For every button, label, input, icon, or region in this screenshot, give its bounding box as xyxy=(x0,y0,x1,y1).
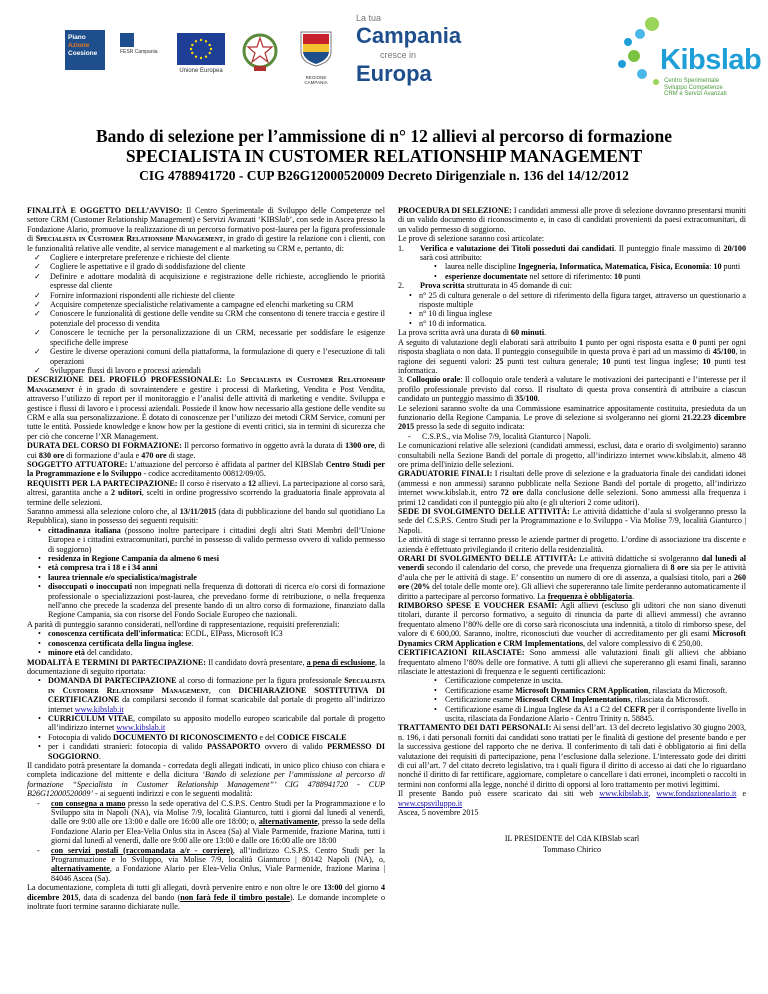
list-item: - con servizi postali (raccomandata a/r - corriere), all’indirizzo C.S.P.S. Centro Studi per la Programmazione e lo Sviluppo, via Molise 7/9, località Gianturco | 80142 Napoli (NA), o, alternativamente, a Fondazione Alario per Elea-Velia Onlus, Viale Parmenide, frazione Marina | 84046 Ascea (Sa). xyxy=(37,845,385,883)
scadenza-paragraph: La documentazione, completa di tutti gli allegati, dovrà pervenire entro e non oltre le ore 13:00 del giorno 4 dicembre 2015, data di scadenza del bando (non farà fede il timbro postale). Le domande incomplete o inoltrate fuori termine saranno dichiarate nulle. xyxy=(27,883,385,912)
comunicazioni-paragraph: Le comunicazioni relative alle selezioni (candidati ammessi, esclusi, data e orario di svolgimento) saranno consultabili nella Sezione Bandi del portale di progetto, all’indirizzo internet www.kibslab.it, almeno 48 ore prima dell'inizio delle selezioni. xyxy=(398,441,746,469)
check-icon: ✓ xyxy=(34,347,41,357)
requisiti-paragraph: REQUISITI PER LA PARTECIPAZIONE: Il corso è riservato a 12 allievi. La partecipazione al corso sarà, altresì, garantita anche a 2 uditori, scelti in ordine progressivo scorrendo la graduatoria finale approvata al termine delle selezioni. xyxy=(27,478,386,507)
cspsviluppo-link[interactable]: www.cspsviluppo.it xyxy=(398,798,463,808)
list-item: 2. Prova scritta strutturata in 45 domande di cui: xyxy=(398,281,573,291)
check-icon: ✓ xyxy=(34,365,41,375)
list-item: • laurea nelle discipline Ingegneria, Informatica, Matematica, Fisica, Economia: 10 punti xyxy=(434,262,741,272)
signature-title: IL PRESIDENTE del CdA KIBSlab scarl xyxy=(504,834,640,844)
list-item: ✓ Conoscere le tecniche per la personalizzazione di un CRM, necessarie per soddisfare le esigenze specifiche delle imprese xyxy=(34,328,385,347)
right-column xyxy=(398,206,746,855)
descrizione-paragraph: DESCRIZIONE DEL PROFILO PROFESSIONALE: Lo Specialista in Customer Relationship Management è in grado di sovraintendere e gestire i processi di Marketing, Vendita e Post Vendita, attraverso l’utilizzo di report per il monitoraggio e l’analisi delle attività di marketing e vendite. Sviluppa e gestisce i flussi di lavoro e i processi aziendali. Possiede il know how necessario alla gestione delle vendite su CRM e alla sua personalizzazione. È dotato di conoscenze per l’utilizzo dei metodi CRM Service, comuni per tutte le entità. Possiede knowledge e know how per la gestione di eventi critici, sia in termini di sicurezza che per ciò che concerne l’XR Management. xyxy=(27,375,385,441)
campania-europa-logo: La tua Campania cresce in Europa xyxy=(354,5,494,113)
list-item: • DOMANDA DI PARTECIPAZIONE al corso di formazione per la figura professionale Specialista in Customer Relationship Management, con DICHIARAZIONE SOSTITUTIVA DI CERTIFICAZIONE da compilarsi secondo il format scaricabile dal portale di progetto all’indirizzo internet www.kibslab.it xyxy=(38,676,385,714)
invio-paragraph: Il candidato potrà presentare la domanda - corredata degli allegati indicati, in unico plico chiuso con chiara e completa indicazione del mittente e della dicitura ‘Bando di selezione per l’ammissione al percorso di formazione “Specialista in Customer Relationship Management”’ CIG 4788941720 - CUP B26G12000520009’ - ai seguenti indirizzi e con le seguenti modalità: xyxy=(27,760,385,799)
valutazione-paragraph: A seguito di valutazione degli elaborati sarà attribuito 1 punto per ogni risposta esatta e 0 punti per ogni risposta sbagliata o non data. Il punteggio conseguibile in questa prova è pari ad un massimo di 45/100, in ragione dei seguenti valori: 25 punti test cultura generale; 10 punti test lingua inglese; 10 punti test informatica. xyxy=(398,337,746,375)
durata-paragraph: DURATA DEL CORSO DI FORMAZIONE: Il percorso formativo in oggetto avrà la durata di 1300 ore, di cui 830 ore di formazione d’aula e 470 ore di stage. xyxy=(27,441,385,460)
signature-block xyxy=(398,833,746,855)
eu-logo: Unione Europea xyxy=(170,33,232,74)
list-item: • esperienze documentate nel settore di riferimento: 10 punti xyxy=(434,271,641,281)
list-item: ✓ Cogliere e interpretare preferenze e richieste del cliente xyxy=(34,253,230,263)
list-item: - C.S.P.S., via Molise 7/9, località Gianturco | Napoli. xyxy=(408,431,591,441)
date-text: Ascea, 5 novembre 2015 xyxy=(398,808,479,817)
list-item: ✓ Definire e adottare modalità di acquisizione e registrazione delle richieste, accogliendo le priorità espresse dal cliente xyxy=(34,271,385,291)
check-list xyxy=(27,253,385,375)
signature-name: Tommaso Chirico xyxy=(542,845,602,855)
durata-prova-text: La prova scritta avrà una durata di 60 minuti. xyxy=(398,328,547,338)
rimborso-paragraph: RIMBORSO SPESE E VOUCHER ESAMI: Agli allievi (escluso gli uditori che non siano divenuti titolari, durante il percorso formativo, a seguito di rinuncia da parte di allievi ammessi) che avranno frequentato almeno l’80% delle ore di corso sarà riconosciuta una indennità, a titolo di rimborso spese, del valore di € 600,00. Saranno, inoltre, riconosciuti due voucher di accreditamento per gli esami Microsoft Dynamics CRM Application e CRM Implementations, del valore complessivo di € 250,00. xyxy=(398,601,746,648)
list-item: • Certificazione esame Microsoft Dynamics CRM Application, rilasciata da Microsoft. xyxy=(434,685,728,695)
check-icon: ✓ xyxy=(34,328,41,338)
parita-text: A parità di punteggio saranno considerati, nell'ordine di rappresentazione, requisiti preferenziali: xyxy=(27,619,340,629)
list-item: • n° 25 di cultura generale o del settore di riferimento della figura target, attraverso un questionario a risposte multiple xyxy=(409,290,746,310)
list-item: ✓ Cogliere le aspettative e il grado di soddisfazione del cliente xyxy=(34,262,246,272)
list-item: • Certificazione esame di Lingua Inglese da A1 a C2 del CEFR per il corrispondente livello in uscita, rilasciata da Fondazione Alario - Centro Trinity n. 58845. xyxy=(434,704,746,723)
list-item: • conoscenza certificata della lingua inglese. xyxy=(38,638,194,648)
list-item: ✓ Conoscere le funzionalità di gestione delle vendite su CRM che consentono di tenere traccia e gestire il potenziale del processo di vendita xyxy=(34,309,385,328)
list-item: • conoscenza certificata dell'informatica: ECDL, EIPass, Microsoft IC3 xyxy=(38,629,283,639)
check-icon: ✓ xyxy=(34,300,41,310)
orari-paragraph: ORARI DI SVOLGIMENTO DELLE ATTIVITÀ: Le attività didattiche si svolgeranno dal lunedì al venerdì secondo il calendario del corso, che prevede una frequenza giornaliera di 8 ore sia per le attività d’aula che per le attività di stage. E’ consentito un numero di ore di assenza, a qualsiasi titolo, pari a 260 ore (20% del totale delle monte ore). Gli allievi che supereranno tale limite perderanno automaticamente il diritto a partecipare al percorso formativo. La frequenza è obbligatoria. xyxy=(398,554,747,601)
list-item: ✓ Sviluppare flussi di lavoro e processi aziendali xyxy=(34,365,202,375)
regione-campania-logo: REGIONE CAMPANIA xyxy=(294,30,338,85)
kibslab-link[interactable]: www.kibslab.it xyxy=(599,789,649,799)
finalita-paragraph: FINALITÀ E OGGETTO DELL’AVVISO: Il Centro Sperimentale di Sviluppo delle Competenze nel settore CRM (Customer Relationship Management) e Servizi Avanzati ‘KIBSlab’, con sede in Ascea presso la Fondazione Alario, promuove la realizzazione di un percorso formativo post-laurea per la figura professionale di Specialista in Customer Relationship Management, in grado di gestire la relazione con i clienti, con le funzionalità relative alle vendite, al service management e al marketing su CRM e, pertanto, di: xyxy=(27,206,386,253)
list-item: ✓ Fornire informazioni rispondenti alle richieste del cliente xyxy=(34,290,235,300)
modalita-paragraph: MODALITÀ E TERMINI DI PARTECIPAZIONE: Il candidato dovrà presentare, a pena di esclusione, la documentazione di seguito riportata: xyxy=(27,657,385,676)
colloquio-paragraph: 3. Colloquio orale: Il colloquio orale tenderà a valutare le motivazioni dei partecipanti e l’interesse per il profilo professionale previsto dal corso. Il risultato di questa prova consentirà di attribuire a ciascun candidato un punteggio massimo di 35/100. xyxy=(398,375,746,404)
list-item: • Fotocopia di valido DOCUMENTO DI RICONOSCIMENTO e del CODICE FISCALE xyxy=(38,732,347,742)
soggetto-paragraph: SOGGETTO ATTUATORE: L’attuazione del percorso è affidata al partner del KIBSlab Centro Studi per la Programmazione e lo Sviluppo - codice accreditamento 00812/09/05. xyxy=(27,459,386,479)
list-item: ✓ Gestire le diverse operazioni comuni della piattaforma, la formulazione di query e l’esecuzione di tali operazioni xyxy=(34,347,385,366)
list-item: • disoccupati o inoccupati non impegnati nella frequenza di dottorati di ricerca e/o corsi di formazione professionale o specializzazioni post-laurea, che prevedano forme di retribuzione, o nella frequenza nell'anno che precede la scadenza del presente bando di un altro corso di formazione, finanziato dalla Regione Campania, sia con risorse del Fondo Sociale Europeo che nazionali. xyxy=(38,582,385,620)
list-item: 1. Verifica e valutazione dei Titoli posseduti dai candidati. Il punteggio finale massimo di 20/100 sarà così attribuito: xyxy=(398,243,746,263)
repubblica-emblem-icon xyxy=(240,30,280,74)
pac-logo: Piano Azione Coesione xyxy=(65,30,105,70)
list-item: • n° 10 di lingua inglese xyxy=(409,309,492,319)
eu-flag-icon xyxy=(177,33,225,65)
title-line-3: CIG 4788941720 - CUP B26G12000520009 Decreto Dirigenziale n. 136 del 14/12/2012 xyxy=(139,168,629,183)
list-item: ✓ Acquisire competenze specialistiche relativamente a campagne ed elenchi marketing su CRM xyxy=(34,300,354,310)
kibslab-link[interactable]: www.kibslab.it xyxy=(116,723,166,733)
check-icon: ✓ xyxy=(34,262,41,272)
procedura-intro: Le prove di selezione saranno così articolate: xyxy=(398,234,545,244)
kibslab-link[interactable]: www.kibslab.it xyxy=(74,704,124,714)
list-item: - con consegna a mano presso la sede operativa del C.S.P.S. Centro Studi per la Programmazione e lo Sviluppo sita in Napoli (NA), via Molise 7/9, località Gianturco, tutti i giorni dal lunedì al venerdì, dalle ore 9:00 alle ore 13:00 e dalle ore 16:00 alle ore 18:00; o, alternativamente, presso la sede della Fondazione Alario per Elea-Velia Onlus sita in Ascea (Sa) al Viale Parmenide, frazione Marina, tutti i giorni dal lunedì al venerdì, dalle ore 9:00 alle ore 13:00 e dalle ore 16:00 alle ore 18:00 xyxy=(37,798,385,846)
kibslab-logo: Kibslab Centro Sperimentale Sviluppo Competenze CRM e Servizi Avanzati xyxy=(612,2,764,120)
fondazionealario-link[interactable]: www.fondazionealario.it xyxy=(656,789,737,799)
list-item: • n° 10 di informatica. xyxy=(409,318,487,328)
check-icon: ✓ xyxy=(34,290,41,300)
list-item: • Certificazione esame Microsoft CRM Implementations, rilasciata da Microsoft. xyxy=(434,695,710,705)
list-item: • CURRICULUM VITAE, compilato su apposito modello europeo scaricabile dal portale di progetto all’indirizzo internet www.kibslab.it xyxy=(38,713,385,733)
certificazioni-paragraph: CERTIFICAZIONI RILASCIATE: Sono ammessi alle valutazioni finali gli allievi che abbiano frequentato almeno l’80% delle ore formative. A tutti gli allievi che supereranno gli esami finali, saranno rilasciate le attestazioni di frequenza e le seguenti certificazioni: xyxy=(398,648,747,676)
list-item: • Certificazione competenze in uscita. xyxy=(434,676,563,686)
list-item: • età compresa tra i 18 e i 34 anni xyxy=(38,563,158,573)
list-item: • per i candidati stranieri: fotocopia di valido PASSAPORTO ovvero di valido PERMESSO DI SOGGIORNO. xyxy=(38,742,385,761)
title-line-2: SPECIALISTA IN CUSTOMER RELATIONSHIP MANAGEMENT xyxy=(125,146,643,166)
fesr-logo: FESR Campania xyxy=(120,33,158,69)
commissione-paragraph: Le selezioni saranno svolte da una Commissione esaminatrice appositamente costituita, presieduta da un funzionario della Regione Campania. Le prove di selezione si svolgeranno nei giorni 21.22.23 dicembre 2015 presso la sede di seguito indicata: xyxy=(398,403,746,432)
left-column xyxy=(27,206,385,911)
procedura-paragraph: PROCEDURA DI SELEZIONE: I candidati ammessi alle prove di selezione dovranno presentarsi muniti di un valido documento di riconoscimento e, in caso di candidati provenienti da paesi extracomunitari, di un valido permesso di soggiorno. xyxy=(398,206,747,234)
sede-paragraph: SEDE DI SVOLGIMENTO DELLE ATTIVITÀ: Le attività didattiche d’aula si svolgeranno presso la sede del C.S.P.S. Centro Studi per la Programmazione e lo Sviluppo - Via Molise 7/9, località Gianturco | Napoli. xyxy=(398,507,746,535)
download-paragraph: Il presente Bando può essere scaricato dai siti web www.kibslab.it, www.fondazionealario.it e www.cspsviluppo.it xyxy=(398,789,746,808)
list-item: • cittadinanza italiana (possono inoltre partecipare i cittadini degli altri Stati Membri dell’Unione Europea e i cittadini extracomunitari, purché in possesso di valido permesso ovvero di valido permesso di soggiorno) xyxy=(38,525,385,554)
list-item: • laurea triennale e/o specialistica/magistrale xyxy=(38,572,197,582)
regione-shield-icon xyxy=(298,30,334,68)
check-icon: ✓ xyxy=(34,271,41,281)
requisiti-intro: Saranno ammessi alla selezione coloro che, al 13/11/2015 (data di pubblicazione del bando sul quotidiano La Repubblica), siano in possesso dei seguenti requisiti: xyxy=(27,507,385,526)
check-icon: ✓ xyxy=(34,309,41,319)
list-item: • minore età del candidato. xyxy=(38,648,133,658)
trattamento-paragraph: TRATTAMENTO DEI DATI PERSONALI: Ai sensi dell’art. 13 del decreto legislativo 30 giugno 2003, n. 196, i dati personali forniti dai candidati sono trattati per le finalità di gestione del presente bando e per la successiva gestione del rapporto che ne deriva. Il conferimento di tali dati è obbligatorio ai fini della valutazione dei requisiti di partecipazione, pena l’esclusione dalla selezione. L’interessato gode dei diritti di cui all’art. 7 del citato decreto legislativo, tra i quali figura il diritto di accesso ai dati che lo riguardano nonché il diritto di far rettificare, aggiornare, completare o cancellare i dati erronei, incompleti o raccolti in termini non conformi alla legge, nonché il diritto di opporsi al loro trattamento per motivi legittimi. xyxy=(398,723,747,789)
list-item: • residenza in Regione Campania da almeno 6 mesi xyxy=(38,554,219,564)
graduatorie-paragraph: GRADUATORIE FINALI: I risultati delle prove di selezione e la graduatoria finale dei candidati idonei (ammessi e non ammessi) saranno pubblicate nella Sezione Bandi del portale di progetto, all’indirizzo internet www.kibslab.it, entro 72 ore dalla conclusione delle selezioni. Sono ammessi alla frequenza i primi 12 candidati con il punteggio più alto (e gli ulteriori 2 come uditori). xyxy=(398,469,746,507)
check-icon: ✓ xyxy=(34,253,41,263)
stage-paragraph: Le attività di stage si terranno presso le aziende partner di progetto. L’ordine di associazione tra discente e azienda è effettuato privilegiando il criterio della residenzialità. xyxy=(398,535,746,554)
title-line-1: Bando di selezione per l’ammissione di n° 12 allievi al percorso di formazione xyxy=(95,126,673,146)
header-logos xyxy=(0,0,768,120)
